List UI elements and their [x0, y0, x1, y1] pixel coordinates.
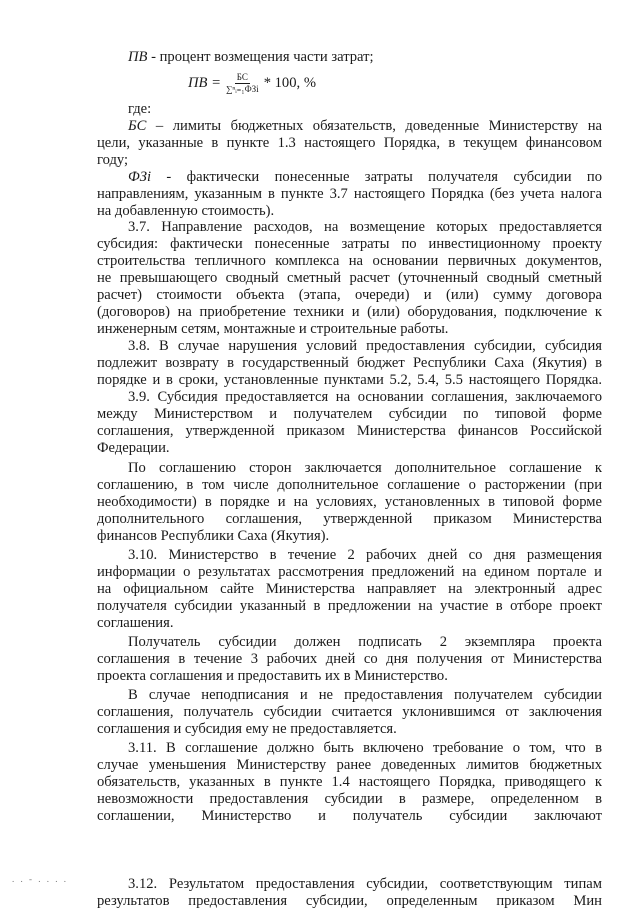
formula — [188, 66, 316, 100]
line-11: расчет) стоимости объекта (этапа, очереди) и (или) сумму договора — [97, 287, 602, 303]
line-39: обязательств, указанных в пункте 1.4 настоящего Порядка, приводящего к — [97, 774, 602, 790]
line-19: соглашения, утвержденной приказом Министерства финансов Российской — [97, 423, 602, 439]
line-22: соглашению, в том числе дополнительное соглашение о расторжении (при — [97, 477, 602, 493]
line-21: По соглашению сторон заключается дополнительное соглашение к — [128, 460, 602, 476]
line-7: 3.7. Направление расходов, на возмещение которых предоставляется — [128, 219, 602, 235]
line-3: году; — [97, 152, 129, 168]
formula-denominator: ∑ⁿᵢ₌₁ФЗi — [225, 83, 259, 94]
scan-artifact: . . - . . . . — [12, 874, 68, 884]
line-5: направлениям, указанным в пункте 3.7 настоящего Порядка (без учета налога — [97, 186, 602, 202]
line-29: получателя субсидии указанный в предложении на участие в отборе проект — [97, 598, 602, 614]
line-31: Получатель субсидии должен подписать 2 экземпляра проекта — [128, 634, 602, 650]
formula-fraction — [224, 72, 261, 95]
pv-label: ПВ — [128, 49, 148, 65]
line-20: Федерации. — [97, 440, 170, 456]
line-24: дополнительного соглашения, утвержденной приказом Министерства — [97, 511, 602, 527]
line-28: на официальном сайте Министерства направляет на электронный адрес — [97, 581, 602, 597]
line-4: ФЗi - фактически понесенные затраты получателя субсидии по — [128, 169, 602, 185]
formula-lhs: ПВ = — [188, 74, 221, 91]
line-14: 3.8. В случае нарушения условий предоставления субсидии, субсидия — [128, 338, 602, 354]
line-25: финансов Республики Саха (Якутия). — [97, 528, 330, 544]
line-16: порядке и в сроки, установленные пунктами 5.2, 5.4, 5.5 настоящего Порядка. — [97, 372, 602, 388]
line-17: 3.9. Субсидия предоставляется на основании соглашения, заключаемого — [128, 389, 602, 405]
line-40: невозможности предоставления субсидии в размере, определенном в — [97, 791, 602, 807]
line-1: БС – лимиты бюджетных обязательств, доведенные Министерству на — [128, 118, 602, 134]
pv-definition — [128, 49, 633, 66]
line-13: инженерным сетям, монтажные и строительные работы. — [97, 321, 449, 337]
line-6: на добавленную стоимость). — [97, 203, 275, 219]
line-37: 3.11. В соглашение должно быть включено требование о том, что в — [128, 740, 602, 756]
line-36: соглашения и субсидия ему не предоставляется. — [97, 721, 397, 737]
line-30: соглашения. — [97, 615, 174, 631]
line-8: субсидия: фактически понесенные затраты по инвестиционному проекту — [97, 236, 602, 252]
line-26: 3.10. Министерство в течение 2 рабочих дней со дня размещения — [128, 547, 602, 563]
line-33: проекта соглашения и предоставить их в Министерство. — [97, 668, 448, 684]
line-9: строительства тепличного комплекса на основании первичных документов, — [97, 253, 602, 269]
line-34: В случае неподписания и не предоставления получателем субсидии — [128, 687, 602, 703]
line-27: информации о результатах рассмотрения предложений на едином портале и — [97, 564, 602, 580]
line-10: не превышающего сводный сметный расчет (уточненный сводный сметный — [97, 270, 602, 286]
line-18: между Министерством и получателем субсидии по типовой форме — [97, 406, 602, 422]
formula-rhs: * 100, % — [263, 74, 316, 91]
line-15: подлежит возврату в государственный бюджет Республики Саха (Якутия) в — [97, 355, 602, 371]
line-42: 3.12. Результатом предоставления субсидии, соответствующим типам — [128, 876, 602, 892]
line-32: соглашения в течение 3 рабочих дней со дня получения от Министерства — [97, 651, 602, 667]
line-12: (договоров) на приобретение техники и (или) оборудования, подключение к — [97, 304, 602, 320]
line-35: соглашения, получатель субсидии считается уклонившимся от заключения — [97, 704, 602, 720]
line-23: необходимости) в порядке и на условиях, установленных в типовой форме — [97, 494, 602, 510]
line-38: случае уменьшения Министерству ранее доведенных лимитов бюджетных — [97, 757, 602, 773]
line-2: цели, указанные в пункте 1.3 настоящего Порядка, в текущем финансовом — [97, 135, 602, 151]
where-label: где: — [128, 101, 152, 117]
line-43: результатов предоставления субсидии, определенным приказом Мин — [97, 893, 602, 909]
pv-definition-text: - процент возмещения части затрат; — [147, 49, 374, 65]
line-41: соглашении, Министерство и получатель субсидии заключают — [97, 808, 602, 824]
formula-numerator: БС — [236, 71, 248, 82]
